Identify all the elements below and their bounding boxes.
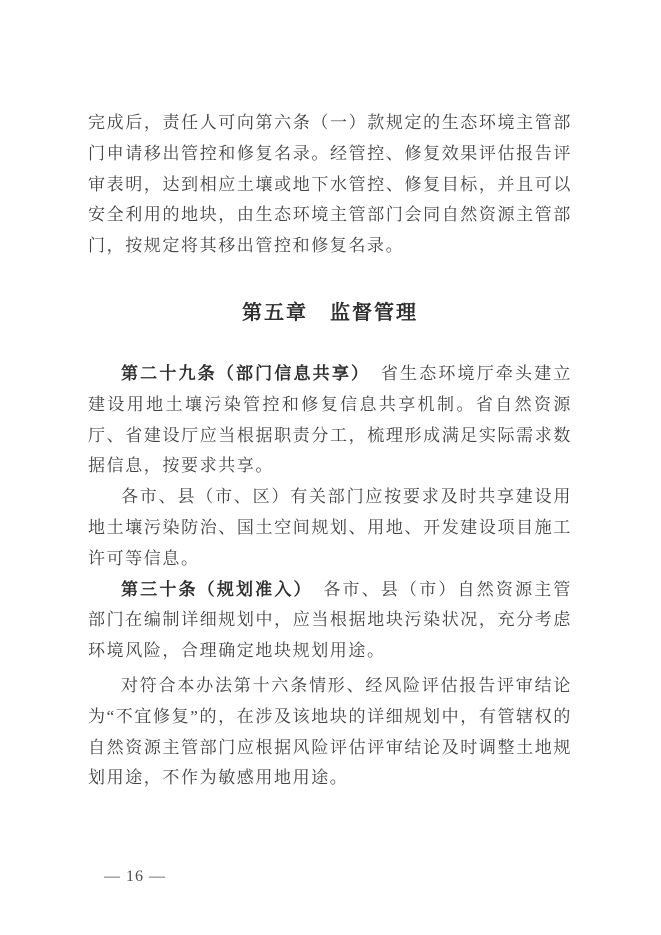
paragraph-article-29 <box>88 359 572 482</box>
article-29-title: 第二十九条（部门信息共享） <box>121 363 362 383</box>
paragraph-planning-adjust: 对符合本办法第十六条情形、经风险评估报告评审结论为“不宜修复”的，在涉及该地块的详细规划中，有管辖权的自然资源主管部门应根据风险评估评审结论及时调整土地规划用途，不作为敏感用地用途。 <box>88 675 572 788</box>
chapter-heading: 第五章 监督管理 <box>242 301 418 324</box>
paragraph-continuation: 完成后，责任人可向第六条（一）款规定的生态环境主管部门申请移出管控和修复名录。经管控、修复效果评估报告评审表明，达到相应土壤或地下水管控、修复目标，并且可以安全利用的地块，由生态环境主管部门会同自然资源主管部门，按规定将其移出管控和修复名录。 <box>88 113 572 256</box>
article-29-text: 省生态环境厅牵头建立建设用地土壤污染管控和修复信息共享机制。省自然资源厅、省建设厅应当根据职责分工，梳理形成满足实际需求数据信息，按要求共享。 <box>88 363 572 476</box>
document-body <box>88 108 572 794</box>
paragraph-article-30 <box>88 575 572 667</box>
article-30-text: 各市、县（市）自然资源主管部门在编制详细规划中，应当根据地块污染状况，充分考虑环境风险，合理确定地块规划用途。 <box>88 579 573 661</box>
paragraph-info-sharing: 各市、县（市、区）有关部门应按要求及时共享建设用地土壤污染防治、国土空间规划、用地、开发建设项目施工许可等信息。 <box>88 487 572 568</box>
page-number: — 16 — <box>104 868 166 885</box>
article-30-title: 第三十条（规划准入） <box>121 579 305 599</box>
